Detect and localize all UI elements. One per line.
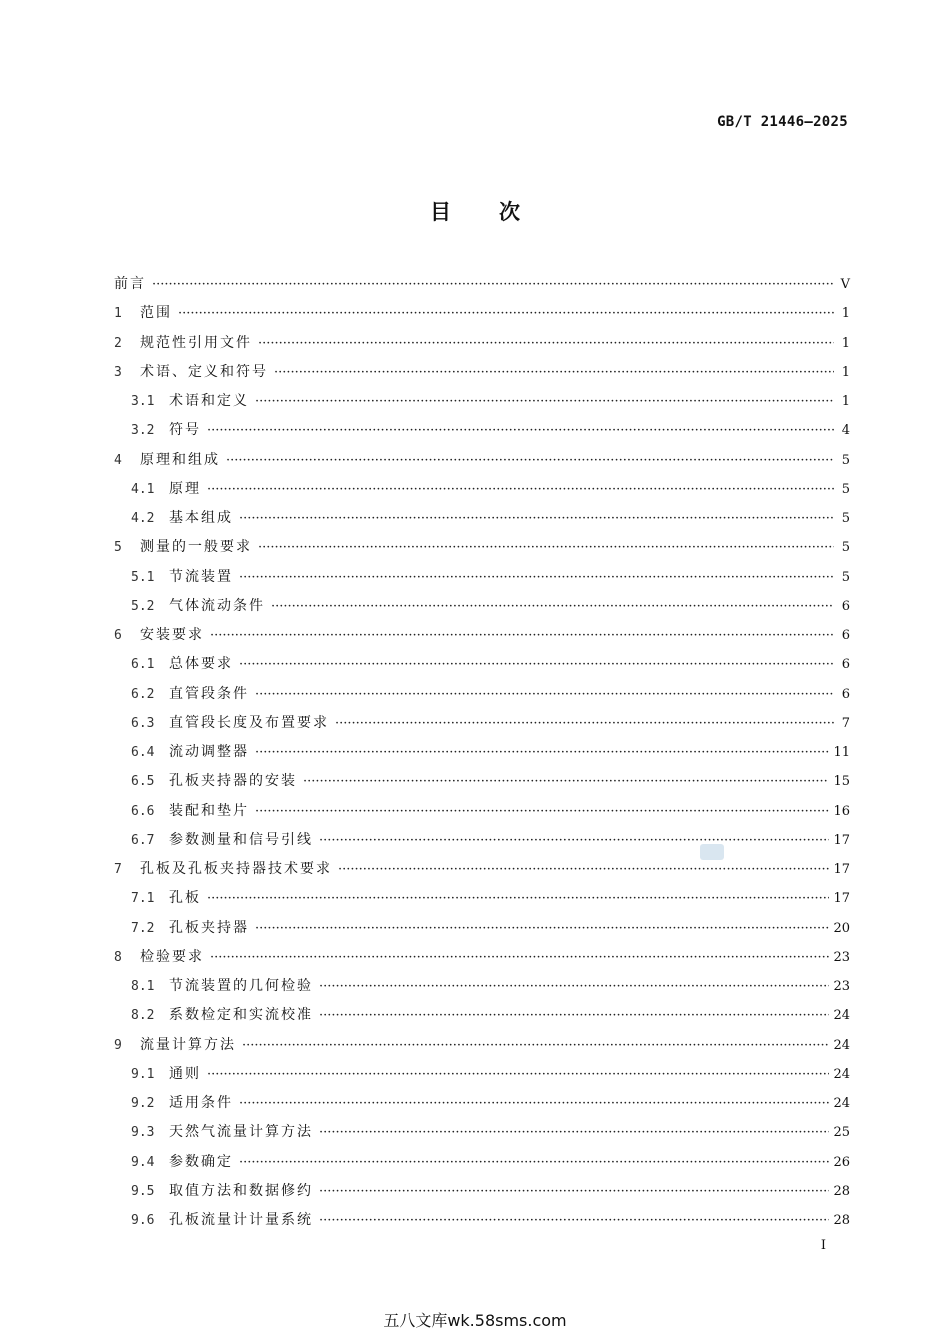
watermark-stamp [700, 844, 724, 860]
toc-entry-label: 术语和定义 [169, 393, 249, 409]
standard-code: GB/T 21446—2025 [717, 114, 848, 130]
toc-entry-number: 9.6 [131, 1213, 155, 1228]
toc-entry[interactable] [114, 943, 850, 972]
toc-entry-page: 23 [833, 949, 850, 965]
toc-entry-page: 24 [833, 1066, 850, 1082]
toc-entry-label: 天然气流量计算方法 [169, 1124, 313, 1141]
toc-entry-page: 17 [833, 862, 850, 877]
dot-leader [338, 855, 829, 884]
toc-entry[interactable] [114, 680, 850, 709]
toc-entry[interactable] [114, 621, 850, 650]
toc-entry-number: 9.2 [131, 1096, 155, 1111]
toc-entry[interactable] [114, 650, 850, 679]
toc-entry-number: 9.1 [131, 1066, 155, 1082]
toc-entry-number: 6.6 [131, 803, 155, 819]
toc-entry-label: 安装要求 [140, 627, 204, 643]
toc-entry-page: 24 [833, 1096, 850, 1111]
toc-entry[interactable] [114, 972, 850, 1001]
toc-entry-page: 17 [833, 891, 850, 907]
toc-entry-page: 26 [833, 1154, 850, 1170]
dot-leader [239, 563, 834, 592]
toc-entry-number: 6.4 [131, 745, 155, 760]
toc-entry[interactable] [114, 533, 850, 562]
toc-entry-label: 孔板 [169, 890, 201, 907]
toc-entry[interactable] [114, 884, 850, 913]
toc-entry[interactable] [114, 299, 850, 328]
toc-entry-label: 孔板及孔板夹持器技术要求 [140, 861, 332, 877]
dot-leader [255, 387, 834, 416]
toc-entry-page: 24 [833, 1008, 850, 1024]
toc-entry[interactable] [114, 738, 850, 767]
dot-leader [303, 767, 829, 796]
toc-entry[interactable] [114, 504, 850, 533]
dot-leader [210, 621, 834, 650]
page-title: 目次 [430, 200, 568, 224]
toc-entry-label: 流量计算方法 [140, 1036, 236, 1053]
toc-entry-number: 3.1 [131, 394, 155, 409]
dot-leader [207, 884, 829, 913]
toc-entry[interactable] [114, 1206, 850, 1235]
toc-entry-number: 4.2 [131, 511, 155, 526]
toc-entry-label: 规范性引用文件 [140, 334, 252, 351]
dot-leader [239, 504, 834, 533]
toc-entry-number: 6.2 [131, 686, 155, 702]
toc-entry[interactable] [114, 1177, 850, 1206]
toc-entry-label: 总体要求 [169, 656, 233, 673]
dot-leader [319, 1177, 829, 1206]
toc-entry[interactable] [114, 914, 850, 943]
toc-entry-number: 9.4 [131, 1154, 155, 1170]
toc-entry-label: 直管段条件 [169, 685, 249, 702]
toc-entry-label: 节流装置 [169, 568, 233, 585]
toc-entry-label: 参数确定 [169, 1153, 233, 1170]
toc-entry-number: 6.3 [131, 715, 155, 731]
toc-entry-number: 4 [114, 452, 122, 468]
toc-entry[interactable] [114, 826, 850, 855]
toc-entry[interactable] [114, 563, 850, 592]
toc-entry-label: 前言 [114, 276, 146, 292]
dot-leader [258, 329, 834, 358]
toc-entry[interactable] [114, 475, 850, 504]
toc-entry[interactable] [114, 1001, 850, 1030]
toc-entry[interactable] [114, 387, 850, 416]
toc-entry-page: 24 [833, 1037, 850, 1053]
dot-leader [242, 1031, 829, 1060]
toc-entry-page: 16 [833, 803, 850, 819]
toc-entry-page: 23 [833, 979, 850, 994]
toc-entry-label: 测量的一般要求 [140, 539, 252, 556]
toc-entry[interactable] [114, 797, 850, 826]
toc-entry-page: 7 [841, 715, 850, 731]
toc-entry-label: 基本组成 [169, 510, 233, 526]
toc-entry-number: 4.1 [131, 481, 155, 497]
toc-entry-page: V [840, 277, 850, 292]
dot-leader [255, 914, 829, 943]
toc-entry-page: 6 [841, 657, 850, 673]
toc-entry-number: 9 [114, 1037, 122, 1053]
toc-entry-page: 6 [841, 628, 850, 643]
dot-leader [152, 270, 834, 299]
toc-entry-label: 孔板夹持器 [169, 919, 249, 936]
toc-entry-label: 术语、定义和符号 [140, 363, 268, 380]
toc-entry[interactable] [114, 1089, 850, 1118]
toc-entry-page: 6 [841, 686, 850, 702]
toc-entry-number: 5.1 [131, 569, 155, 585]
toc-entry-page: 1 [841, 394, 850, 409]
toc-entry-label: 孔板夹持器的安装 [169, 773, 297, 790]
toc-entry-number: 3 [114, 364, 122, 380]
dot-leader [255, 680, 834, 709]
toc-entry-number: 5 [114, 540, 122, 556]
toc-entry-label: 系数检定和实流校准 [169, 1007, 313, 1024]
toc-entry[interactable] [114, 1031, 850, 1060]
toc-entry-page: 4 [841, 423, 850, 439]
toc-entry[interactable] [114, 1118, 850, 1147]
dot-leader [255, 797, 829, 826]
toc-entry[interactable] [114, 767, 850, 796]
toc-entry-label: 节流装置的几何检验 [169, 978, 313, 994]
dot-leader [226, 446, 834, 475]
toc-entry-number: 9.5 [131, 1183, 155, 1199]
toc-entry-label: 装配和垫片 [169, 802, 249, 819]
dot-leader [239, 650, 834, 679]
toc-entry-page: 28 [833, 1183, 850, 1199]
toc-entry-number: 6.1 [131, 657, 155, 673]
toc-entry-label: 原理和组成 [140, 451, 220, 468]
toc-entry-page: 15 [833, 774, 850, 790]
toc-entry-page: 1 [841, 306, 850, 322]
dot-leader [207, 416, 834, 445]
toc-entry-page: 28 [833, 1213, 850, 1228]
toc-entry-number: 8.1 [131, 979, 155, 994]
toc-entry[interactable] [114, 855, 850, 884]
toc-entry-page: 20 [833, 920, 850, 936]
dot-leader [274, 358, 834, 387]
toc-entry-label: 原理 [169, 480, 201, 497]
dot-leader [178, 299, 834, 328]
toc-entry-page: 5 [841, 452, 850, 468]
toc-entry-number: 7 [114, 862, 122, 877]
toc-entry-number: 9.3 [131, 1125, 155, 1141]
dot-leader [210, 943, 829, 972]
toc-entry-label: 通则 [169, 1065, 201, 1082]
toc-entry-number: 3.2 [131, 423, 155, 439]
toc-entry-page: 25 [833, 1125, 850, 1141]
dot-leader [319, 1206, 829, 1235]
toc-entry-number: 8.2 [131, 1008, 155, 1024]
dot-leader [319, 826, 829, 855]
toc-entry[interactable] [114, 1148, 850, 1177]
footer-watermark: 五八文库wk.58sms.com [383, 1311, 567, 1330]
dot-leader [258, 533, 834, 562]
toc-entry-page: 17 [833, 832, 850, 848]
page-number: I [820, 1238, 826, 1253]
toc-entry-number: 7.1 [131, 891, 155, 907]
dot-leader [255, 738, 829, 767]
toc-entry-number: 6 [114, 628, 122, 643]
toc-entry-number: 2 [114, 335, 122, 351]
dot-leader [239, 1148, 829, 1177]
toc-entry-page: 5 [841, 540, 850, 556]
toc-entry-label: 孔板流量计计量系统 [169, 1212, 313, 1228]
toc-entry-label: 流动调整器 [169, 744, 249, 760]
toc-entry-page: 5 [841, 511, 850, 526]
toc-entry-number: 6.5 [131, 774, 155, 790]
toc-entry-page: 1 [841, 364, 850, 380]
toc-entry-label: 符号 [169, 422, 201, 439]
toc-entry-label: 参数测量和信号引线 [169, 831, 313, 848]
toc-entry[interactable] [114, 446, 850, 475]
dot-leader [207, 475, 834, 504]
toc-entry[interactable] [114, 416, 850, 445]
toc-entry-number: 6.7 [131, 832, 155, 848]
dot-leader [319, 1118, 829, 1147]
toc-entry[interactable] [114, 358, 850, 387]
table-of-contents [114, 270, 850, 1235]
toc-entry-number: 5.2 [131, 598, 155, 614]
toc-entry-number: 1 [114, 306, 122, 322]
dot-leader [319, 1001, 829, 1030]
toc-entry-label: 范围 [140, 305, 172, 322]
toc-entry-number: 7.2 [131, 920, 155, 936]
toc-entry-page: 5 [841, 569, 850, 585]
toc-entry-page: 5 [841, 481, 850, 497]
toc-entry-page: 1 [841, 335, 850, 351]
dot-leader [239, 1089, 829, 1118]
toc-entry-label: 适用条件 [169, 1095, 233, 1111]
toc-entry-label: 气体流动条件 [169, 597, 265, 614]
dot-leader [271, 592, 834, 621]
toc-entry[interactable] [114, 270, 850, 299]
toc-entry-label: 直管段长度及布置要求 [169, 714, 329, 731]
toc-entry[interactable] [114, 592, 850, 621]
toc-entry-number: 8 [114, 949, 122, 965]
toc-entry[interactable] [114, 1060, 850, 1089]
toc-entry-page: 6 [841, 598, 850, 614]
toc-entry-label: 取值方法和数据修约 [169, 1182, 313, 1199]
toc-entry[interactable] [114, 329, 850, 358]
toc-entry[interactable] [114, 709, 850, 738]
dot-leader [335, 709, 834, 738]
toc-entry-page: 11 [833, 745, 850, 760]
dot-leader [207, 1060, 829, 1089]
toc-entry-label: 检验要求 [140, 948, 204, 965]
dot-leader [319, 972, 829, 1001]
